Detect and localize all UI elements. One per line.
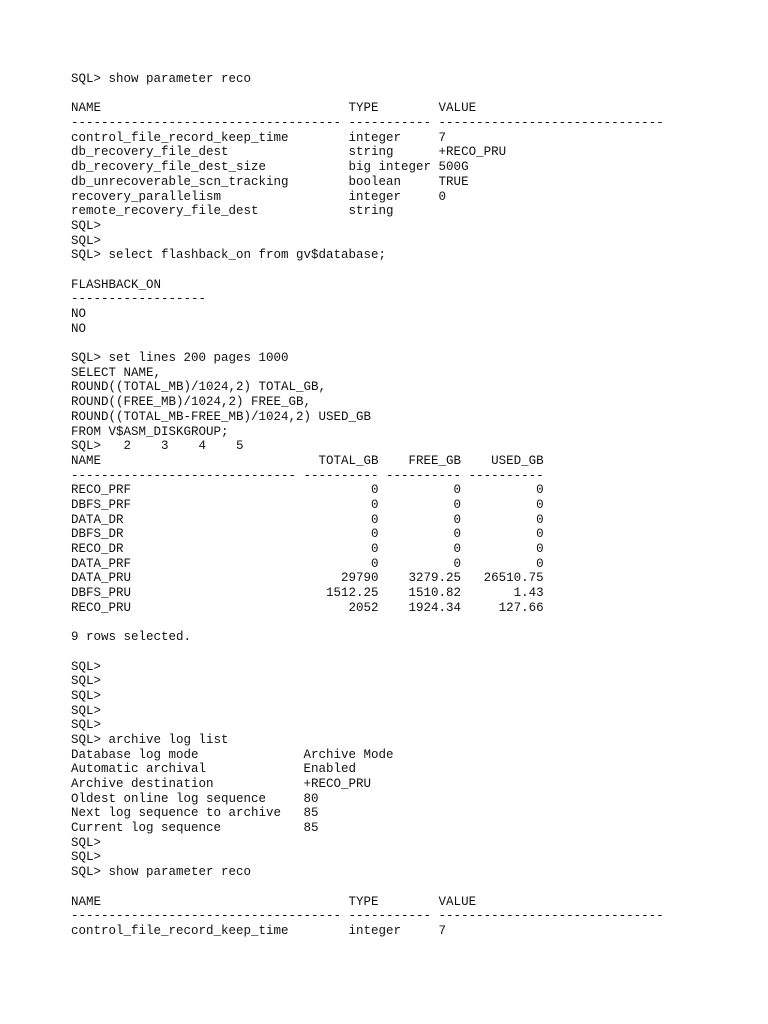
output-line bbox=[71, 880, 751, 895]
output-line: Current log sequence 85 bbox=[71, 821, 319, 836]
output-line: FROM V$ASM_DISKGROUP; bbox=[71, 424, 229, 439]
output-line: ROUND((FREE_MB)/1024,2) FREE_GB, bbox=[71, 395, 312, 410]
output-line: ------------------------------------ ----------- ------------------------------ bbox=[71, 909, 664, 924]
output-line: ------------------------------------ ----------- ------------------------------ bbox=[71, 116, 664, 131]
output-line: SQL> bbox=[71, 703, 102, 718]
output-line: FLASHBACK_ON bbox=[71, 277, 162, 292]
output-line: ROUND((TOTAL_MB-FREE_MB)/1024,2) USED_GB bbox=[71, 409, 372, 424]
output-line: DATA_DR 0 0 0 bbox=[71, 512, 544, 527]
output-line bbox=[71, 615, 751, 630]
output-line: RECO_DR 0 0 0 bbox=[71, 542, 544, 556]
output-line: Archive destination +RECO_PRU bbox=[71, 777, 372, 791]
output-line: SQL> show parameter reco bbox=[71, 72, 252, 86]
output-line: DBFS_DR 0 0 0 bbox=[71, 527, 544, 542]
output-line: SQL> bbox=[71, 218, 102, 233]
output-line: remote_recovery_file_dest string bbox=[71, 204, 394, 219]
output-line: DATA_PRU 29790 3279.25 26510.75 bbox=[71, 571, 544, 586]
output-line: RECO_PRU 2052 1924.34 127.66 bbox=[71, 600, 544, 615]
output-line: SQL> bbox=[71, 835, 102, 850]
output-line: SQL> bbox=[71, 688, 102, 703]
output-line: Next log sequence to archive 85 bbox=[71, 806, 319, 821]
output-line: db_recovery_file_dest string +RECO_PRU bbox=[71, 145, 507, 160]
output-line: ------------------ bbox=[71, 292, 207, 307]
output-line: db_unrecoverable_scn_tracking boolean TRUE bbox=[71, 174, 469, 189]
output-line: NO bbox=[71, 307, 87, 321]
output-line: SQL> bbox=[71, 659, 102, 674]
output-line: NAME TOTAL_GB FREE_GB USED_GB bbox=[71, 453, 544, 468]
output-line: DBFS_PRF 0 0 0 bbox=[71, 497, 544, 512]
output-line: SELECT NAME, bbox=[71, 365, 162, 380]
output-line: DBFS_PRU 1512.25 1510.82 1.43 bbox=[71, 586, 544, 601]
output-line: recovery_parallelism integer 0 bbox=[71, 189, 447, 204]
output-line: SQL> 2 3 4 5 bbox=[71, 439, 244, 454]
output-line: db_recovery_file_dest_size big integer 500G bbox=[71, 160, 469, 175]
output-line: control_file_record_keep_time integer 7 bbox=[71, 923, 447, 938]
output-line: Oldest online log sequence 80 bbox=[71, 791, 319, 806]
output-line: SQL> show parameter reco bbox=[71, 865, 252, 880]
output-line: SQL> select flashback_on from gv$database; bbox=[71, 248, 387, 263]
output-line: 9 rows selected. bbox=[71, 630, 192, 645]
output-line: ------------------------------ ---------- ---------- ---------- bbox=[71, 468, 544, 483]
output-line: Database log mode Archive Mode bbox=[71, 747, 394, 762]
output-line: control_file_record_keep_time integer 7 bbox=[71, 130, 447, 145]
sql-terminal-output bbox=[71, 72, 751, 939]
output-line bbox=[71, 263, 751, 278]
output-line: SQL> bbox=[71, 718, 102, 733]
output-line bbox=[71, 645, 751, 660]
output-line: SQL> bbox=[71, 850, 102, 865]
output-line: SQL> archive log list bbox=[71, 732, 229, 747]
output-line: DATA_PRF 0 0 0 bbox=[71, 556, 544, 571]
output-line: NAME TYPE VALUE bbox=[71, 101, 477, 116]
output-line: SQL> bbox=[71, 233, 102, 248]
output-line: ROUND((TOTAL_MB)/1024,2) TOTAL_GB, bbox=[71, 380, 327, 395]
output-line: Automatic archival Enabled bbox=[71, 762, 357, 777]
output-line: NAME TYPE VALUE bbox=[71, 894, 477, 909]
output-line bbox=[71, 336, 751, 351]
output-line: SQL> set lines 200 pages 1000 bbox=[71, 351, 289, 366]
output-line bbox=[71, 87, 751, 102]
output-line: SQL> bbox=[71, 674, 102, 689]
output-line: NO bbox=[71, 321, 87, 336]
output-line: RECO_PRF 0 0 0 bbox=[71, 483, 544, 498]
